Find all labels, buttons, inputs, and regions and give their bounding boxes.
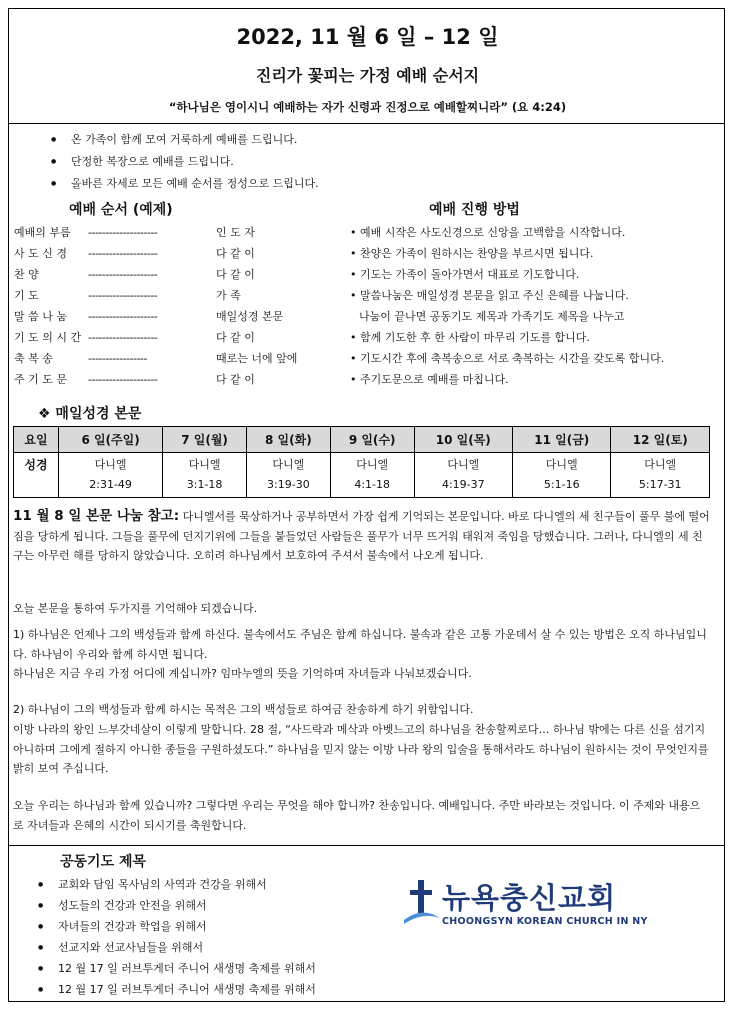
order-name: 주 기 도 문: [14, 373, 67, 386]
reference: 5:1-16: [543, 478, 580, 491]
reflection-paragraph: 오늘 본문을 통하여 두가지를 기억해야 되겠습니다.: [13, 602, 258, 615]
worship-order: [14, 222, 304, 390]
order-name: 기 도 의 시 간: [14, 331, 82, 344]
order-row: [14, 348, 304, 369]
reference: 2:31-49: [89, 478, 132, 491]
cross-icon: [402, 876, 442, 932]
book: 다니엘: [356, 458, 389, 471]
prayer-list: [34, 874, 316, 1000]
order-name: 기 도: [14, 289, 39, 302]
bible-cell: [330, 453, 414, 498]
reflection-text: 다니엘서를 묵상하거나 공부하면서 가장 쉽게 기억되는 본문입니다. 바로 다니엘의 세 친구들이 풀무 불에 떨어짐을 당하게 됩니다. 그들을 풀무에 던지기위에 그들을 붙들었던 사람들은 풀무가 너무 뜨거워 태워져 죽임을 당했습니다. 그러나, 다니엘의 세 친구는 아무런 해를 당하지 않았습니다. 오히려 하나님께서 보호하여 주셔서 불속에서 나오게 됩니다.: [13, 510, 710, 562]
day-header: 7 일(월): [163, 427, 247, 453]
book: 다니엘: [272, 458, 305, 471]
verse: “하나님은 영이시니 예배하는 자가 신령과 진정으로 예배할찌니라” (요 4:24): [168, 100, 567, 114]
order-role: 다 같 이: [216, 247, 255, 260]
prayer-item: ● 자녀들의 건강과 학업을 위해서: [34, 916, 316, 937]
order-role: 때로는 너에 앞에: [216, 352, 298, 365]
order-name: 사 도 신 경: [14, 247, 67, 260]
reflection-paragraph: 하나님은 지금 우리 가정 어디에 계십니까? 임마누엘의 뜻을 기억하며 자녀들과 나눠보겠습니다.: [13, 667, 472, 680]
bible-cell: [246, 453, 330, 498]
method-heading: 예배 진행 방법: [429, 202, 520, 218]
church-name-english: CHOONGSYN KOREAN CHURCH IN NY: [442, 916, 648, 927]
day-header: 9 일(수): [330, 427, 414, 453]
row-label: 성경: [14, 453, 59, 498]
worship-method: [350, 222, 715, 390]
book: 다니엘: [644, 458, 677, 471]
reflection-lead: 11 월 8 일 본문 나눔 참고:: [13, 508, 180, 524]
table-header-row: [14, 427, 710, 453]
order-dash: --------------------: [88, 268, 158, 281]
reflection-paragraph: 1) 하나님은 언제나 그의 백성들과 함께 하신다. 불속에서도 주님은 함께 하십니다. 불속과 같은 고통 가운데서 살 수 있는 방법은 오직 하나님입니다. 하나님이 우리와 함께 하시면 됩니다.: [13, 628, 707, 661]
prayer-heading: 공동기도 제목: [60, 854, 147, 870]
bible-cell: [611, 453, 710, 498]
order-row: [14, 306, 304, 327]
day-header: 8 일(화): [246, 427, 330, 453]
reference: 5:17-31: [638, 478, 682, 491]
date-range: 2022, 11 월 6 일 – 12 일: [236, 25, 499, 49]
order-role: 다 같 이: [216, 331, 255, 344]
church-logo: [402, 876, 692, 932]
bible-table: [13, 426, 710, 498]
page-title: 진리가 꽃피는 가정 예배 순서지: [255, 66, 480, 85]
order-name: 축 복 송: [14, 352, 53, 365]
table-row: [14, 453, 710, 498]
guidelines-list: [47, 129, 319, 195]
order-dash: --------------------: [88, 373, 158, 386]
divider: [9, 123, 724, 124]
order-row: [14, 222, 304, 243]
order-row: [14, 285, 304, 306]
reference: 4:19-37: [441, 478, 485, 491]
reflection-paragraph: 이방 나라의 왕인 느부갓네살이 이렇게 말합니다. 28 절, “사드락과 메삭과 아벳느고의 하나님을 찬송할찌로다… 하나님 밖에는 다른 신을 섬기지 아니하며 그에게 절하지 아니한 종들을 구원하셨도다.” 하나님을 믿지 않는 이방 나라 왕의 입술을 통해서라도 하나님이 원하시는 것이 무엇인지를 밝히 보여 주십니다.: [13, 723, 709, 775]
method-item: • 함께 기도한 후 한 사람이 마무리 기도를 합니다.: [350, 331, 590, 344]
bible-cell: [163, 453, 247, 498]
order-dash: --------------------: [88, 226, 158, 239]
book: 다니엘: [188, 458, 221, 471]
reference: 4:1-18: [354, 478, 390, 491]
method-item: • 주기도문으로 예배를 마칩니다.: [350, 373, 509, 386]
order-dash: --------------------: [88, 310, 158, 323]
bible-heading: ❖ 매일성경 본문: [38, 406, 142, 422]
order-role: 가 족: [216, 289, 241, 302]
order-heading: 예배 순서 (예제): [69, 202, 173, 218]
order-name: 예배의 부름: [14, 226, 71, 239]
order-row: [14, 264, 304, 285]
method-item: • 기도는 가족이 돌아가면서 대표로 기도합니다.: [350, 268, 580, 281]
order-role: 다 같 이: [216, 268, 255, 281]
divider: [9, 845, 724, 846]
bible-cell: [513, 453, 611, 498]
prayer-item: ● 선교지와 선교사님들을 위해서: [34, 937, 316, 958]
reflection-paragraph: [13, 507, 710, 566]
day-header: 6 일(주일): [59, 427, 163, 453]
church-name-korean: 뉴욕충신교회: [442, 881, 617, 915]
bible-cell: [414, 453, 512, 498]
bible-cell: [59, 453, 163, 498]
order-role: 매일성경 본문: [216, 310, 284, 323]
order-role: 다 같 이: [216, 373, 255, 386]
book: 다니엘: [545, 458, 578, 471]
order-dash: --------------------: [88, 247, 158, 260]
guideline-item: ● 온 가족이 함께 모여 거룩하게 예배를 드립니다.: [47, 129, 319, 151]
prayer-item: ● 교회와 담임 목사님의 사역과 건강을 위해서: [34, 874, 316, 895]
method-item: • 말씀나눔은 매일성경 본문을 읽고 주신 은혜를 나눕니다.: [350, 289, 629, 302]
prayer-item: ● 12 월 17 일 러브투게더 주니어 새생명 축제를 위해서: [34, 958, 316, 979]
guideline-item: ● 단정한 복장으로 예배를 드립니다.: [47, 151, 319, 173]
order-role: 인 도 자: [216, 226, 255, 239]
prayer-item: ● 성도들의 건강과 안전을 위해서: [34, 895, 316, 916]
method-item: • 기도시간 후에 축복송으로 서로 축복하는 시간을 갖도록 합니다.: [350, 352, 665, 365]
order-dash: --------------------: [88, 289, 158, 302]
method-item: • 찬양은 가족이 원하시는 찬양을 부르시면 됩니다.: [350, 247, 594, 260]
method-item: 나눔이 끝나면 공동기도 제목과 가족기도 제목을 나누고: [359, 310, 625, 323]
order-row: [14, 243, 304, 264]
order-name: 말 씀 나 눔: [14, 310, 67, 323]
reference: 3:19-30: [267, 478, 310, 491]
day-header: 10 일(목): [414, 427, 512, 453]
order-name: 찬 양: [14, 268, 39, 281]
day-header: 12 일(토): [611, 427, 710, 453]
reflection-paragraph: 2) 하나님이 그의 백성들과 함께 하시는 목적은 그의 백성들로 하여금 찬송하게 하기 위함입니다.: [13, 703, 474, 716]
guideline-item: ● 올바른 자세로 모든 예배 순서를 정성으로 드립니다.: [47, 173, 319, 195]
order-dash: -----------------: [88, 352, 147, 365]
book: 다니엘: [447, 458, 480, 471]
day-header: 11 일(금): [513, 427, 611, 453]
header-label: 요일: [14, 427, 59, 453]
prayer-item: ● 12 월 17 일 러브투게더 주니어 새생명 축제를 위해서: [34, 979, 316, 1000]
book: 다니엘: [94, 458, 127, 471]
order-row: [14, 369, 304, 390]
reference: 3:1-18: [186, 478, 223, 491]
method-item: • 예배 시작은 사도신경으로 신앙을 고백함을 시작합니다.: [350, 226, 626, 239]
order-dash: --------------------: [88, 331, 158, 344]
reflection-paragraph: 오늘 우리는 하나님과 함께 있습니까? 그렇다면 우리는 무엇을 해야 합니까? 찬송입니다. 예배입니다. 주만 바라보는 것입니다. 이 주제와 내용으로 자녀들과 은혜의 시간이 되시기를 축원합니다.: [13, 799, 701, 832]
order-row: [14, 327, 304, 348]
